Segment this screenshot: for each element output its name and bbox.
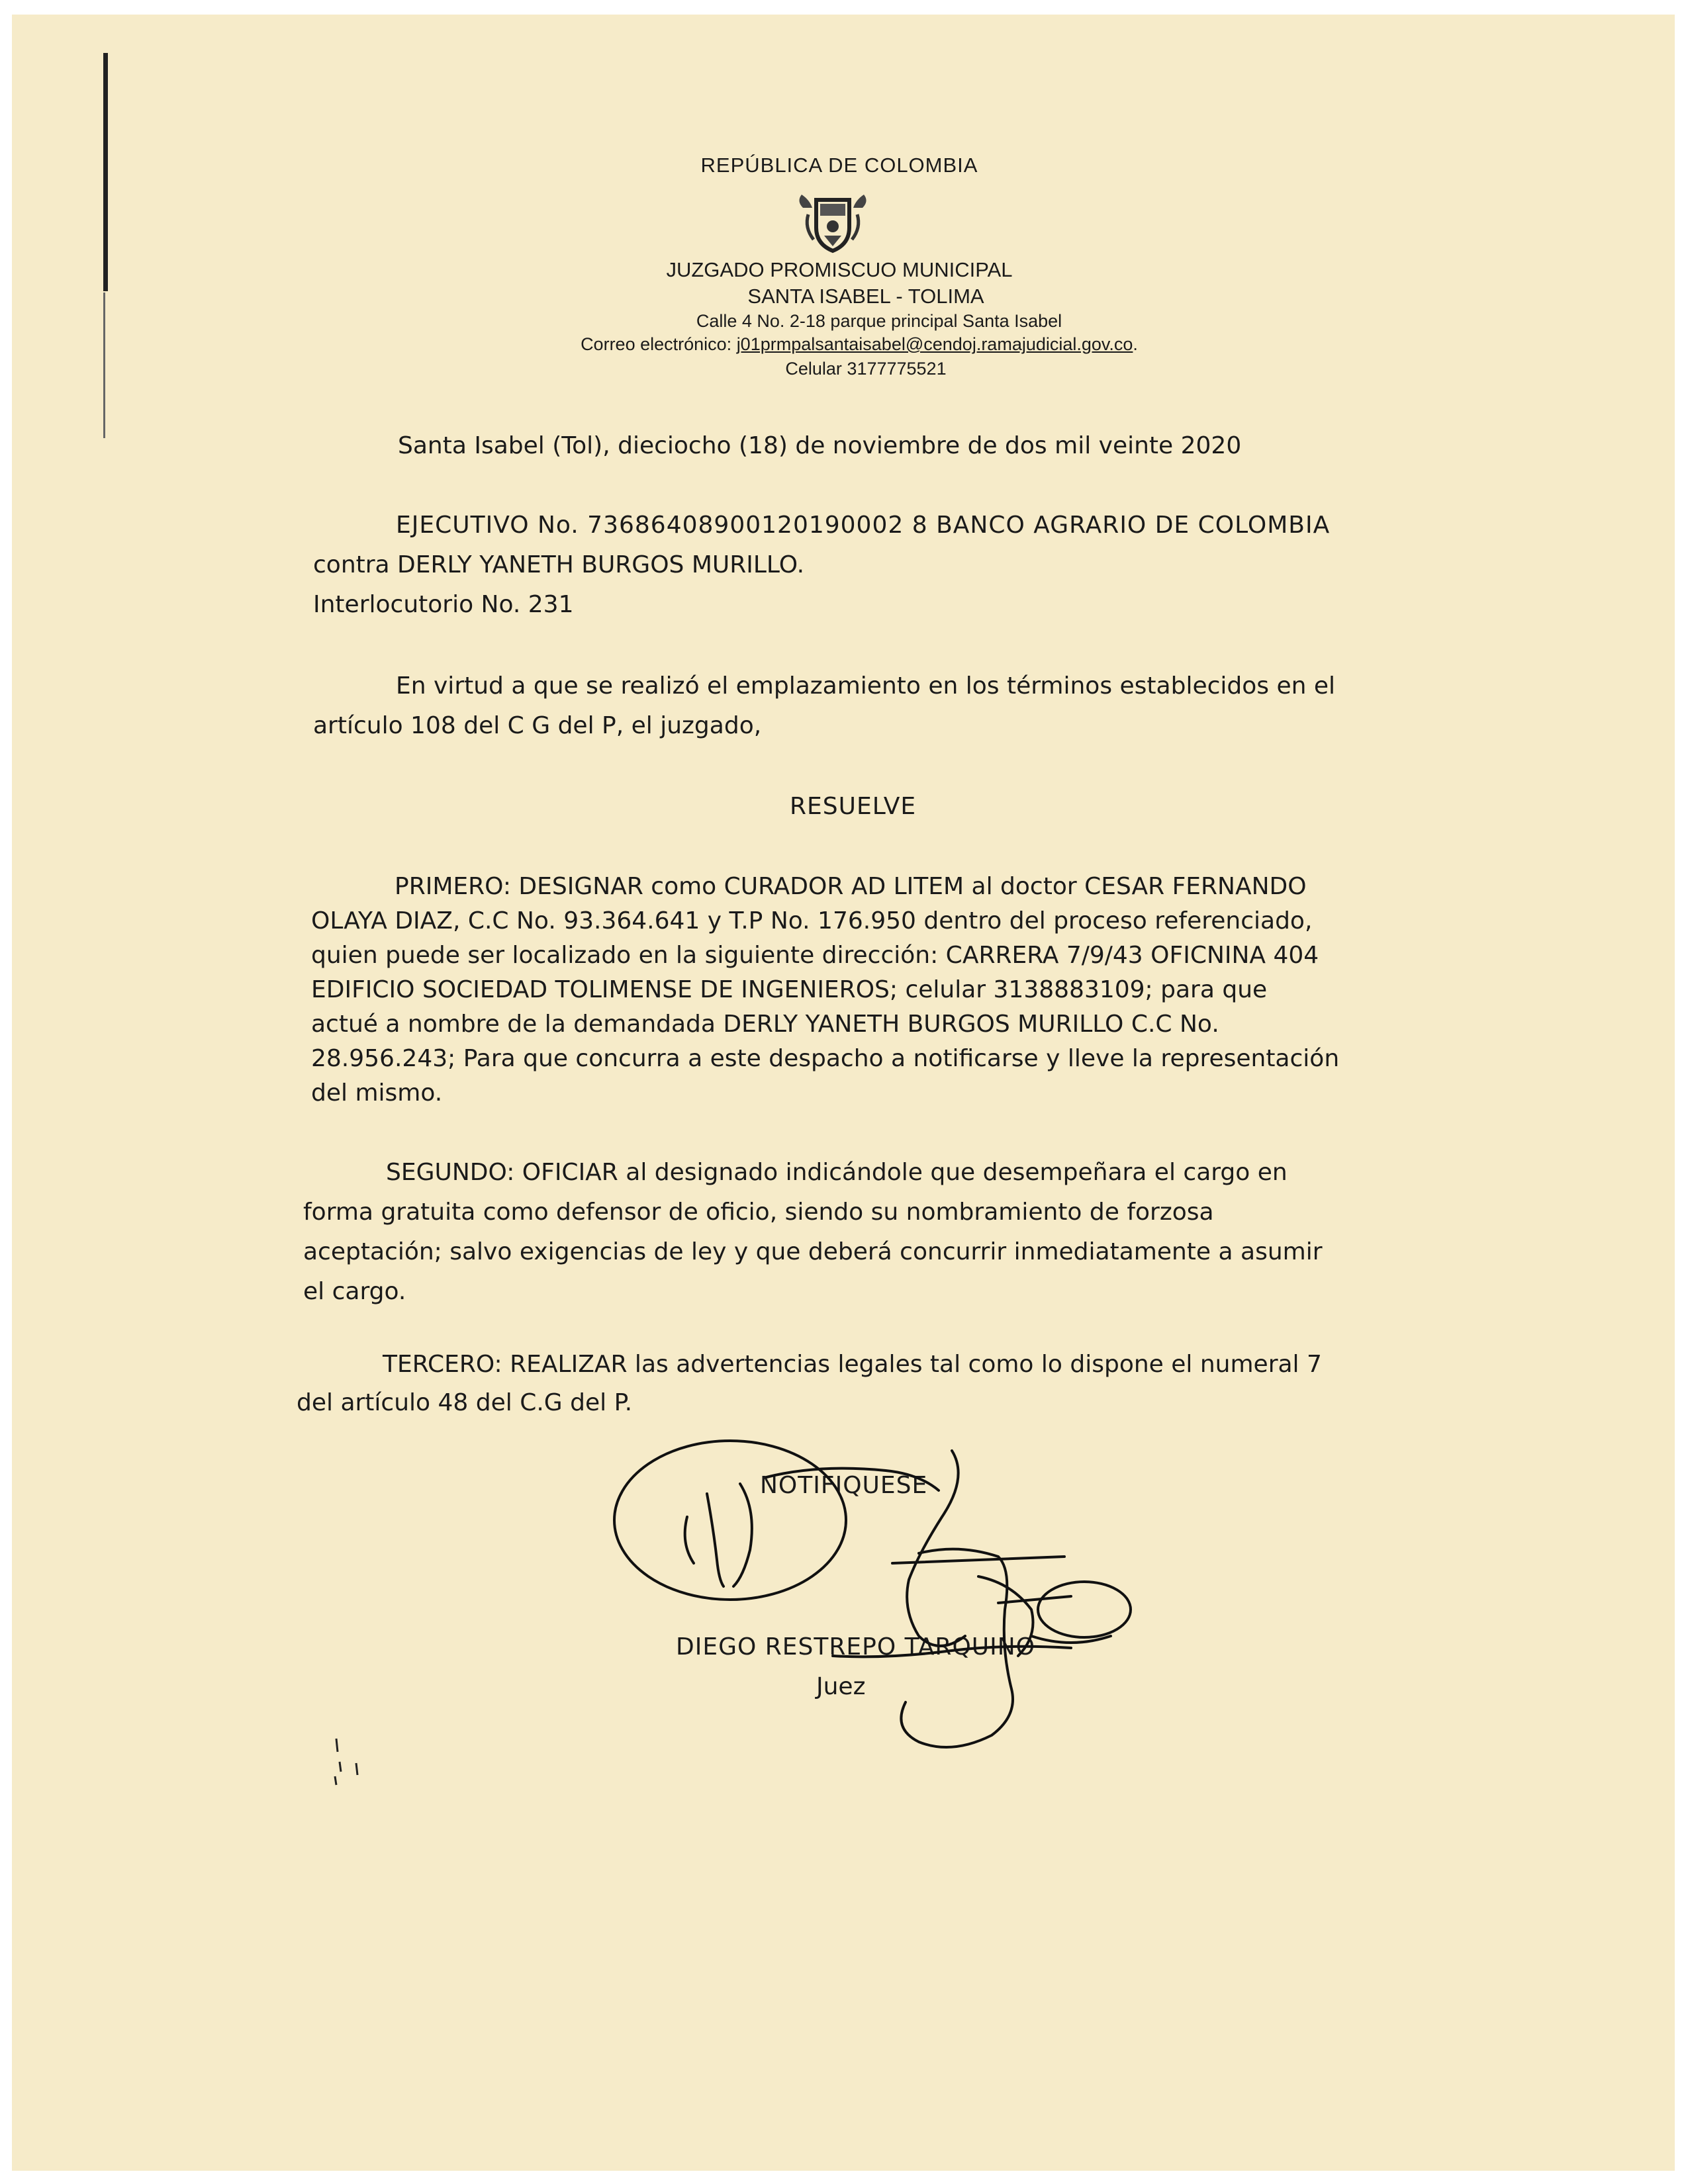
header-country: REPÚBLICA DE COLOMBIA	[700, 154, 978, 177]
stray-mark-icon	[330, 1735, 369, 1788]
judge-name: DIEGO RESTREPO TARQUINO	[676, 1633, 1036, 1661]
primero-line: 28.956.243; Para que concurra a este despacho a notificarse y lleve la representación	[311, 1045, 1340, 1072]
segundo-line: el cargo.	[303, 1278, 406, 1305]
email-label: Correo electrónico:	[581, 334, 732, 354]
segundo-line: forma gratuita como defensor de oficio, siendo su nombramiento de forzosa	[303, 1199, 1214, 1226]
header-phone: Celular 3177775521	[785, 359, 947, 379]
segundo-line: SEGUNDO: OFICIAR al designado indicándole que desempeñara el cargo en	[386, 1159, 1288, 1186]
primero-line: PRIMERO: DESIGNAR como CURADOR AD LITEM al doctor CESAR FERNANDO	[395, 873, 1307, 900]
case-parties-line: contra DERLY YANETH BURGOS MURILLO.	[313, 551, 805, 578]
primero-line: quien puede ser localizado en la siguiente dirección: CARRERA 7/9/43 OFICNINA 404	[311, 942, 1319, 969]
scan-edge-mark	[103, 53, 108, 291]
email-link[interactable]: j01prmpalsantaisabel@cendoj.ramajudicial.gov.co	[736, 334, 1133, 354]
primero-line: del mismo.	[311, 1079, 443, 1107]
intro-line: artículo 108 del C G del P, el juzgado,	[313, 712, 762, 739]
signature-icon	[608, 1437, 1150, 1782]
header-city: SANTA ISABEL - TOLIMA	[747, 285, 984, 308]
notify-heading: NOTIFIQUESE	[760, 1472, 928, 1499]
tercero-line: TERCERO: REALIZAR las advertencias legales tal como lo dispone el numeral 7	[383, 1351, 1322, 1378]
date-line: Santa Isabel (Tol), dieciocho (18) de noviembre de dos mil veinte 2020	[398, 432, 1242, 459]
coat-of-arms-icon	[790, 188, 876, 254]
document-page	[12, 15, 1675, 2171]
intro-line: En virtud a que se realizó el emplazamiento en los términos establecidos en el	[396, 672, 1336, 700]
email-suffix: .	[1133, 334, 1138, 354]
resolves-heading: RESUELVE	[790, 793, 917, 820]
primero-line: EDIFICIO SOCIEDAD TOLIMENSE DE INGENIEROS; celular 3138883109; para que	[311, 976, 1268, 1003]
case-number-line: EJECUTIVO No. 73686408900120190002 8 BANCO AGRARIO DE COLOMBIA	[396, 512, 1331, 539]
primero-line: OLAYA DIAZ, C.C No. 93.364.641 y T.P No. 176.950 dentro del proceso referenciado,	[311, 907, 1313, 934]
scan-edge-mark	[103, 293, 105, 438]
tercero-line: del artículo 48 del C.G del P.	[297, 1389, 633, 1416]
interlocutory-number: Interlocutorio No. 231	[313, 591, 574, 618]
header-court: JUZGADO PROMISCUO MUNICIPAL	[666, 258, 1013, 281]
header-email	[495, 334, 1223, 355]
judge-title: Juez	[816, 1673, 866, 1700]
header-address: Calle 4 No. 2-18 parque principal Santa Isabel	[696, 311, 1062, 331]
segundo-line: aceptación; salvo exigencias de ley y que deberá concurrir inmediatamente a asumir	[303, 1238, 1323, 1265]
primero-line: actué a nombre de la demandada DERLY YANETH BURGOS MURILLO C.C No.	[311, 1011, 1219, 1038]
